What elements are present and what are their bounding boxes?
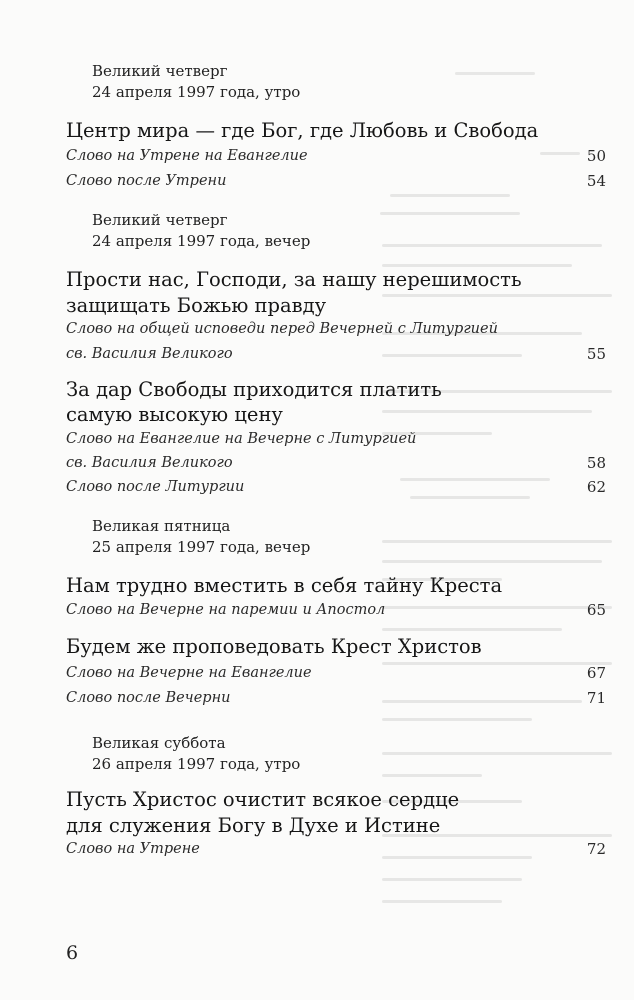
entry-text: Слово на Вечерне на паремии и Апостол bbox=[66, 602, 386, 618]
sermon-title: За дар Свободы приходится платить bbox=[66, 378, 442, 401]
entry-text: Слово после Вечерни bbox=[66, 690, 231, 706]
date-heading: 26 апреля 1997 года, утро bbox=[92, 755, 301, 773]
entry-text: Слово после Утрени bbox=[66, 173, 227, 189]
sermon-title-line2: самую высокую цену bbox=[66, 403, 283, 426]
page-number: 50 bbox=[586, 147, 606, 165]
day-heading: Великая суббота bbox=[92, 734, 226, 752]
sermon-title: Пусть Христос очистит всякое сердце bbox=[66, 788, 460, 811]
sermon-title: Нам трудно вместить в себя тайну Креста bbox=[66, 574, 503, 597]
page-number: 65 bbox=[586, 601, 606, 619]
toc-entry bbox=[66, 662, 606, 684]
page-number: 58 bbox=[586, 454, 606, 472]
date-heading: 24 апреля 1997 года, утро bbox=[92, 83, 301, 101]
sermon-title-line2: для служения Богу в Духе и Истине bbox=[66, 814, 441, 837]
sermon-title: Будем же проповедовать Крест Христов bbox=[66, 635, 482, 658]
entry-text: Слово на общей исповеди перед Вечерней с Литургией bbox=[66, 321, 498, 337]
toc-entry bbox=[66, 687, 606, 709]
entry-text: Слово на Вечерне на Евангелие bbox=[66, 665, 312, 681]
entry-text: Слово на Утрене на Евангелие bbox=[66, 148, 308, 164]
entry-text: св. Василия Великого bbox=[66, 455, 233, 471]
page-number: 55 bbox=[586, 345, 606, 363]
toc-entry bbox=[66, 452, 606, 474]
entry-text: св. Василия Великого bbox=[66, 346, 233, 362]
entry-text: Слово на Утрене bbox=[66, 841, 200, 857]
sermon-title-line2: защищать Божью правду bbox=[66, 294, 327, 317]
page-number: 67 bbox=[586, 664, 606, 682]
page-number: 62 bbox=[586, 478, 606, 496]
sermon-title: Центр мира — где Бог, где Любовь и Свобода bbox=[66, 119, 539, 142]
page-number: 54 bbox=[586, 172, 606, 190]
toc-entry bbox=[66, 428, 606, 450]
date-heading: 25 апреля 1997 года, вечер bbox=[92, 538, 311, 556]
folio-page-number: 6 bbox=[66, 942, 79, 964]
day-heading: Великий четверг bbox=[92, 62, 228, 80]
toc-entry bbox=[66, 476, 606, 498]
toc-entry bbox=[66, 599, 606, 621]
toc-entry bbox=[66, 838, 606, 860]
sermon-title: Прости нас, Господи, за нашу нерешимость bbox=[66, 268, 522, 291]
page-number: 71 bbox=[586, 689, 606, 707]
page-number: 72 bbox=[586, 840, 606, 858]
day-heading: Великий четверг bbox=[92, 211, 228, 229]
toc-entry bbox=[66, 343, 606, 365]
toc-entry bbox=[66, 170, 606, 192]
toc-entry bbox=[66, 318, 606, 340]
toc-entry bbox=[66, 145, 606, 167]
date-heading: 24 апреля 1997 года, вечер bbox=[92, 232, 311, 250]
entry-text: Слово после Литургии bbox=[66, 479, 245, 495]
day-heading: Великая пятница bbox=[92, 517, 231, 535]
entry-text: Слово на Евангелие на Вечерне с Литургией bbox=[66, 431, 417, 447]
